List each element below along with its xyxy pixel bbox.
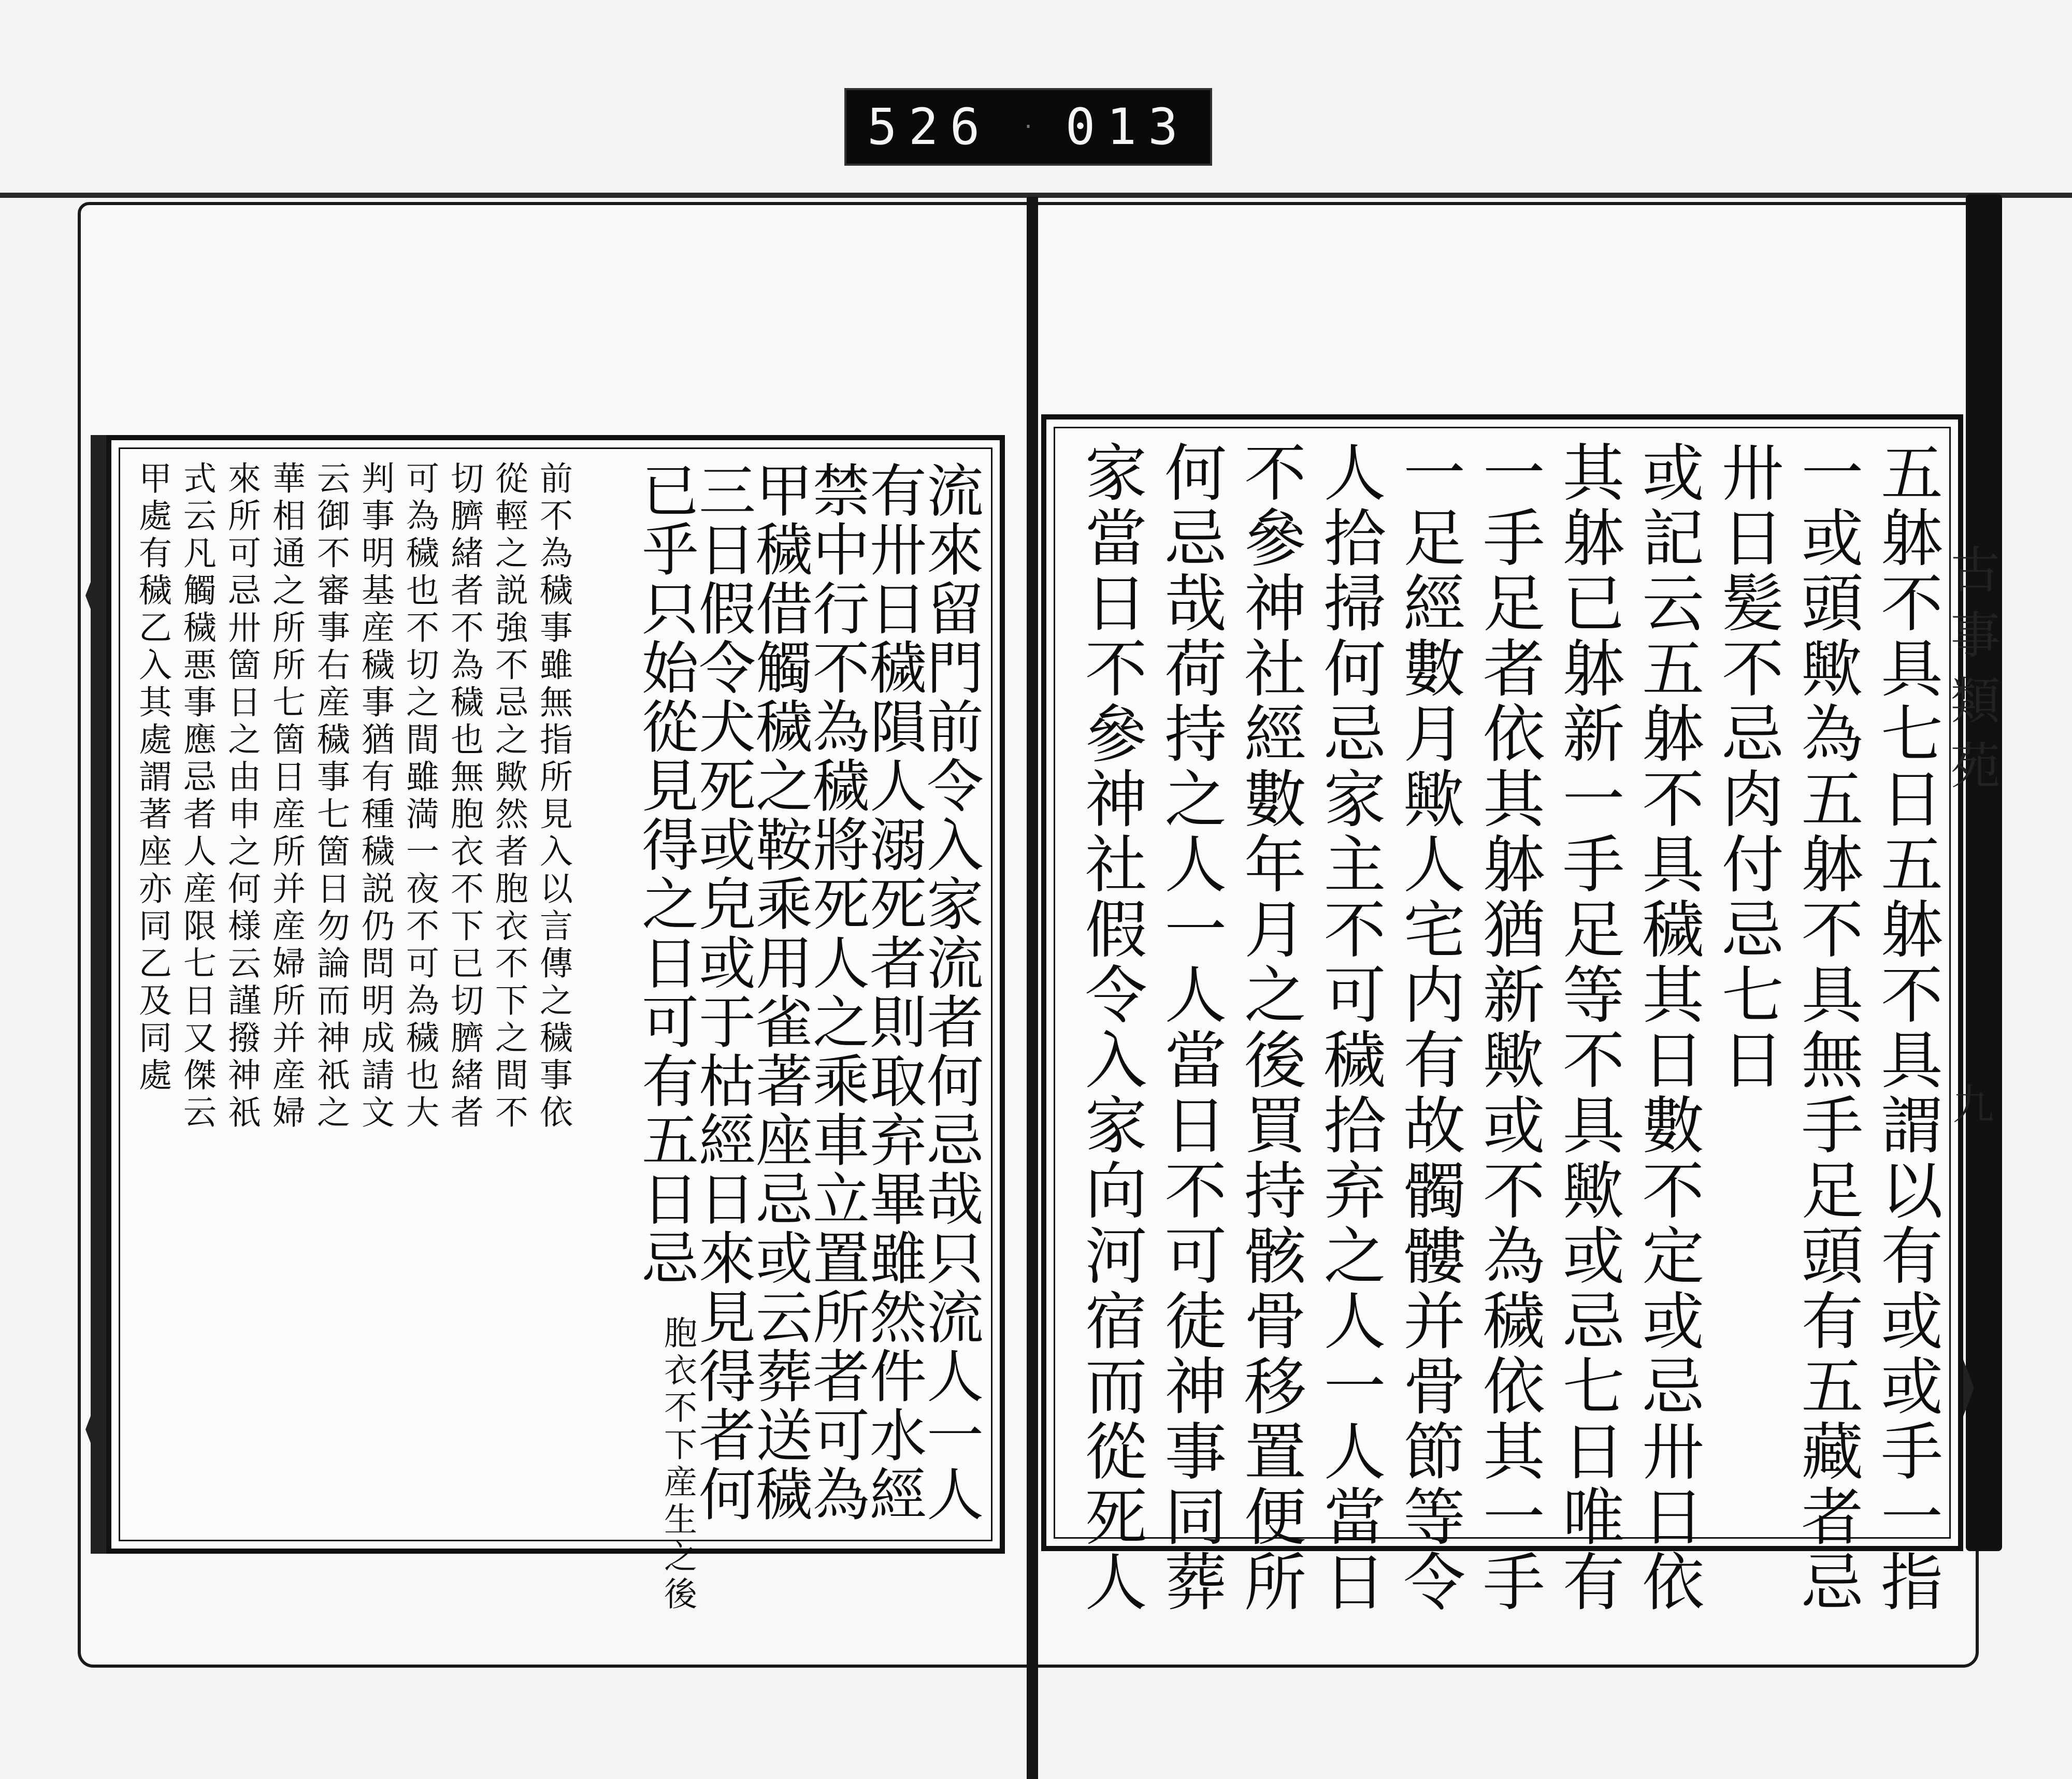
text-column: 甲穢借觸穢之鞍乘用雀著座忌或云葬送穢 bbox=[746, 461, 813, 1524]
right-text-frame bbox=[1041, 414, 1963, 1615]
text-column: 有卅日穢隕人溺死者則取弃畢雖然件水經 bbox=[860, 461, 927, 1524]
text-column: 已乎只始從見得之日可有五日忌 bbox=[632, 461, 699, 1288]
annotation-column: 從輕之説強不忌之歟然者胞衣不下之間不 bbox=[490, 461, 528, 1132]
text-column: 流來留門前令入家流者何忌哉只流人一人 bbox=[917, 461, 984, 1524]
margin-page-number: 九 bbox=[1946, 1082, 1994, 1124]
text-column: 五躰不具七日五躰不具謂以有或或手一指 bbox=[1870, 440, 1942, 1615]
label-separator: · bbox=[1021, 115, 1035, 139]
text-column: 一或頭歟為五躰不具無手足頭有五藏者忌 bbox=[1791, 440, 1863, 1615]
right-page-edge bbox=[1966, 194, 2002, 1551]
text-column: 其躰已躰新一手足等不具歟或忌七日唯有 bbox=[1552, 440, 1624, 1615]
annotation-column: 判事明基産穢事猶有種穢説仍問明成請文 bbox=[356, 461, 394, 1132]
annotation-column: 來所可忌卅箇日之由申之何様云謹撥神祇 bbox=[222, 461, 261, 1132]
text-column: 卅日髪不忌肉付忌七日 bbox=[1711, 440, 1783, 1093]
text-column: 人拾掃何忌家主不可穢拾弃之人一人當日 bbox=[1313, 440, 1386, 1615]
text-column: 禁中行不為穢將死人之乘車立置所者可為 bbox=[803, 461, 870, 1524]
margin-book-title: 古事類苑 bbox=[1942, 544, 2001, 805]
annotation-column: 華相通之所所七箇日産所并産婦所并産婦 bbox=[267, 461, 305, 1132]
text-column: 一足經數月歟人宅内有故髑髏并骨節等令 bbox=[1393, 440, 1465, 1615]
mixed-column-group bbox=[570, 461, 699, 1614]
text-column: 三日假令犬死或皃或于枯經日來見得者何 bbox=[689, 461, 756, 1524]
left-text-columns bbox=[127, 461, 984, 1614]
text-column: 何忌哉荷持之人一人當日不可徒神事同葬 bbox=[1154, 440, 1227, 1615]
annotation-column: 式云凡觸穢悪事應忌者人産限七日又傑云 bbox=[178, 461, 216, 1132]
annotation-column: 云御不審事右産穢事七箇日勿論而神祇之 bbox=[311, 461, 350, 1132]
reel-frame-label bbox=[844, 88, 1212, 166]
annotation-column: 可為穢也不切之間雖満一夜不可為穢也大 bbox=[400, 461, 439, 1132]
text-column: 不參神社經數年月之後買持骸骨移置便所 bbox=[1233, 440, 1306, 1615]
book-spine bbox=[1027, 197, 1038, 1779]
small-text-block bbox=[124, 461, 570, 1528]
left-text-frame bbox=[106, 435, 1005, 1614]
annotation-column: 前不為穢事雖無指所見入以言傳之穢事依 bbox=[534, 461, 572, 1132]
text-column: 一手足者依其躰猶新歟或不為穢依其一手 bbox=[1472, 440, 1545, 1615]
annotation-column: 切臍緒者不為穢也無胞衣不下已切臍緒者 bbox=[445, 461, 483, 1132]
annotation-column: 胞衣不下産生之後 bbox=[658, 1315, 697, 1614]
frame-number: 013 bbox=[1065, 98, 1189, 156]
reel-number: 526 bbox=[867, 98, 991, 156]
text-column: 或記云五躰不具穢其日數不定或忌卅日依 bbox=[1632, 440, 1704, 1615]
text-column: 家當日不參神社假令入家向河宿而從死人 bbox=[1074, 440, 1147, 1615]
annotation-column: 甲處有穢乙入其處謂著座亦同乙及同處 bbox=[133, 461, 171, 1095]
right-text-columns bbox=[1062, 440, 1942, 1615]
